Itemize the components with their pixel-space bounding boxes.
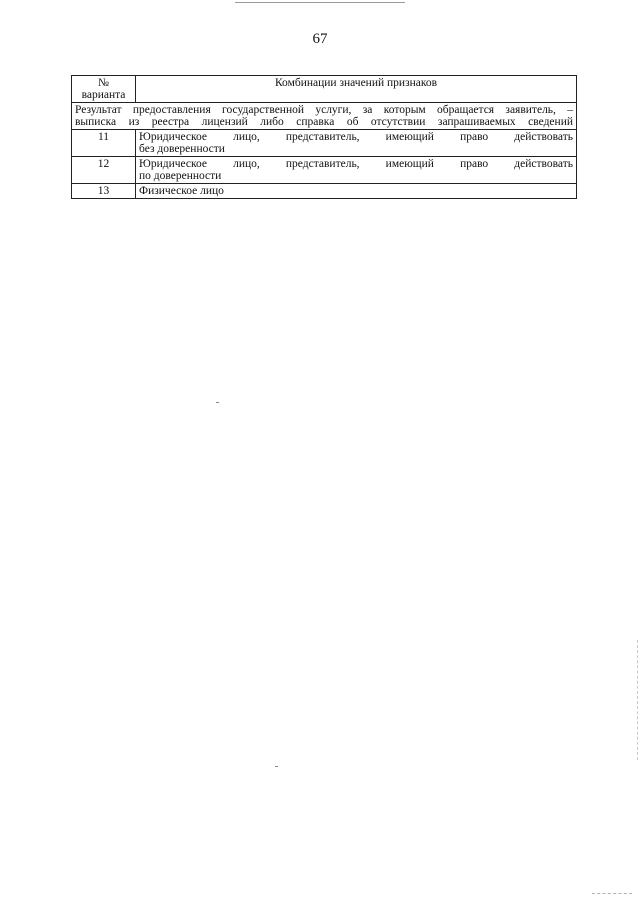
table-row (72, 184, 577, 199)
result-line-2: выписка из реестра лицензий либо справка об отсутствии запрашиваемых сведений (75, 116, 573, 128)
description-line: по доверенности (139, 170, 222, 182)
scan-speck (216, 402, 219, 403)
result-row (72, 103, 577, 130)
variant-description (136, 130, 577, 157)
scan-edge-marks (635, 640, 638, 760)
variant-number: 13 (72, 184, 136, 199)
combinations-header: Комбинации значений признаков (136, 76, 577, 103)
table-header-row (72, 76, 577, 103)
variant-description (136, 184, 577, 199)
table-row (72, 130, 577, 157)
variant-number: 11 (72, 130, 136, 157)
description-line: Юридическое лицо, представитель, имеющий право действовать (139, 158, 573, 170)
description-line: без доверенности (139, 143, 225, 155)
description-line: Юридическое лицо, представитель, имеющий право действовать (139, 131, 573, 143)
description-line: Физическое лицо (139, 185, 224, 197)
result-description (72, 103, 577, 130)
result-line-1: Результат предоставления государственной услуги, за которым обращается заявитель, – (75, 104, 573, 116)
variant-number: 12 (72, 157, 136, 184)
table-row (72, 157, 577, 184)
feature-combinations-table (71, 75, 577, 199)
scan-speck (275, 766, 278, 767)
page-number: 67 (312, 31, 328, 47)
variant-number-header: № варианта (72, 76, 136, 103)
scan-bottom-dash (592, 893, 632, 895)
top-scan-rule (235, 2, 405, 3)
variant-description (136, 157, 577, 184)
